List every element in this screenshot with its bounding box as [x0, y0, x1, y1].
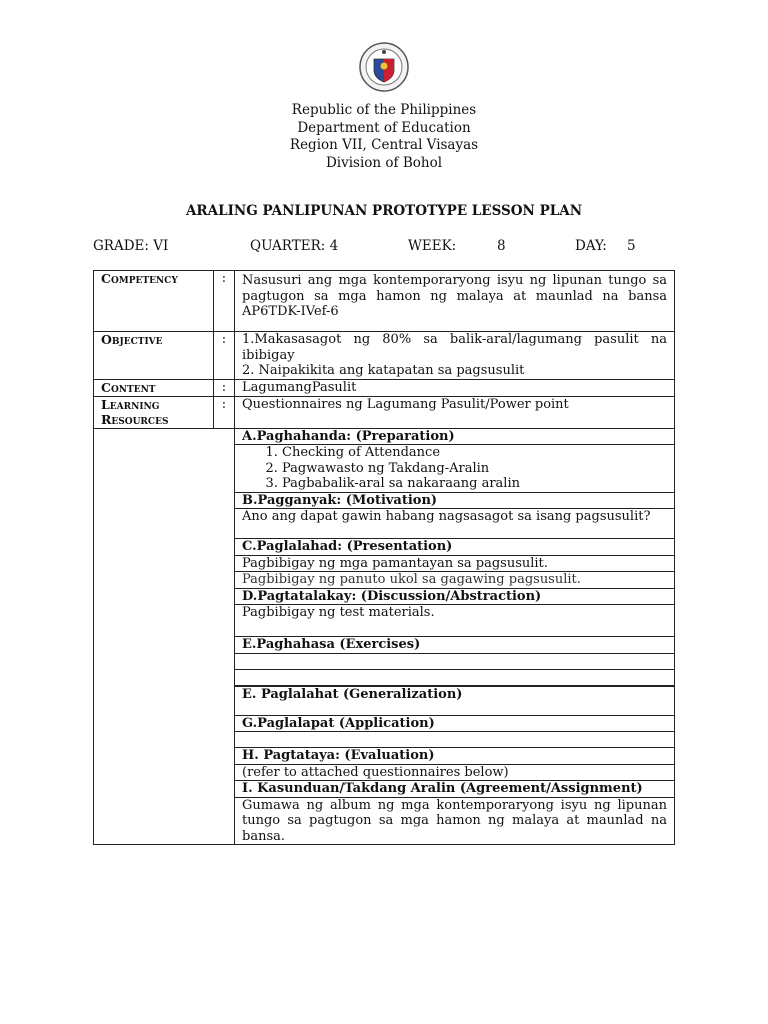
- list-item: 2. Pagwawasto ng Takdang-Aralin: [282, 461, 667, 477]
- presentation-text: Pagbibigay ng mga pamantayan sa pagsusulit.: [235, 555, 675, 572]
- preparation-title: A.Paghahanda: (Preparation): [235, 428, 675, 445]
- header-line-republic: Republic of the Philippines: [291, 102, 477, 118]
- week-value: 8: [497, 238, 506, 254]
- deped-seal-logo: [359, 42, 409, 92]
- resources-label: [94, 396, 214, 428]
- week-label: WEEK:: [408, 238, 457, 254]
- header-line-department: Department of Education: [297, 119, 471, 136]
- preparation-list-cell: [235, 445, 675, 493]
- colon: :: [214, 332, 235, 380]
- day-label: DAY:: [575, 238, 607, 254]
- application-title: G.Paglalapat (Application): [235, 715, 675, 732]
- colon: :: [214, 396, 235, 428]
- evaluation-text: (refer to attached questionnaires below): [235, 764, 675, 781]
- header-line-division: Division of Bohol: [325, 154, 443, 171]
- objective-row: [94, 332, 675, 380]
- colon: :: [214, 380, 235, 397]
- competency-row: [94, 271, 675, 332]
- presentation-title: C.Paglalahad: (Presentation): [235, 539, 675, 556]
- lesson-plan-table: [93, 270, 675, 845]
- competency-text: Nasusuri ang mga kontemporaryong isyu ng lipunan tungo sa pagtugon sa mga hamon ng malaya at maunlad na bansa AP6TDK-IVef-6: [235, 271, 675, 332]
- competency-label: Competency: [94, 271, 214, 332]
- discussion-text: Pagbibigay ng test materials.: [235, 605, 675, 637]
- presentation-text: Pagbibigay ng panuto ukol sa gagawing pagsusulit.: [235, 572, 675, 589]
- evaluation-title: H. Pagtataya: (Evaluation): [235, 748, 675, 765]
- day-value: 5: [627, 238, 636, 254]
- header-line-region: Region VII, Central Visayas: [289, 137, 479, 153]
- list-item: 1. Checking of Attendance: [282, 445, 667, 461]
- grade-label: GRADE: VI: [93, 238, 169, 254]
- content-row: [94, 380, 675, 397]
- procedure-blank-column: [94, 428, 235, 845]
- resources-label-line: Learning: [101, 396, 160, 412]
- colon: :: [214, 271, 235, 332]
- assignment-title: I. Kasunduan/Takdang Aralin (Agreement/Assignment): [235, 781, 675, 798]
- list-item: 3. Pagbabalik-aral sa nakaraang aralin: [282, 476, 667, 492]
- application-blank: [235, 732, 675, 748]
- exercises-blank: [235, 669, 675, 686]
- discussion-title: D.Pagtatalakay: (Discussion/Abstraction): [235, 588, 675, 605]
- resources-row: [94, 396, 675, 428]
- document-title: ARALING PANLIPUNAN PROTOTYPE LESSON PLAN: [185, 203, 583, 219]
- quarter-label: QUARTER: 4: [250, 238, 339, 254]
- resources-label-line: Resources: [101, 412, 169, 427]
- exercises-title: E.Paghahasa (Exercises): [235, 637, 675, 654]
- procedure-row: [94, 428, 675, 445]
- objective-label: Objective: [94, 332, 214, 380]
- motivation-text: Ano ang dapat gawin habang nagsasagot sa isang pagsusulit?: [235, 509, 675, 539]
- motivation-title: B.Pagganyak: (Motivation): [235, 492, 675, 509]
- generalization-title: E. Paglalahat (Generalization): [235, 686, 675, 716]
- objective-item: 1.Makasasagot ng 80% sa balik-aral/lagumang pasulit na ibibigay: [242, 332, 667, 363]
- content-label: Content: [94, 380, 214, 397]
- assignment-text: Gumawa ng album ng mga kontemporaryong isyu ng lipunan tungo sa pagtugon sa mga hamon ng malaya at maunlad na bansa.: [235, 797, 675, 845]
- objective-item: 2. Naipakikita ang katapatan sa pagsusulit: [242, 363, 525, 378]
- preparation-list: [242, 445, 667, 492]
- institution-header: [0, 102, 768, 172]
- content-text: LagumangPasulit: [235, 380, 675, 397]
- resources-text: Questionnaires ng Lagumang Pasulit/Power point: [235, 396, 675, 428]
- objective-cell: [235, 332, 675, 380]
- exercises-blank: [235, 653, 675, 669]
